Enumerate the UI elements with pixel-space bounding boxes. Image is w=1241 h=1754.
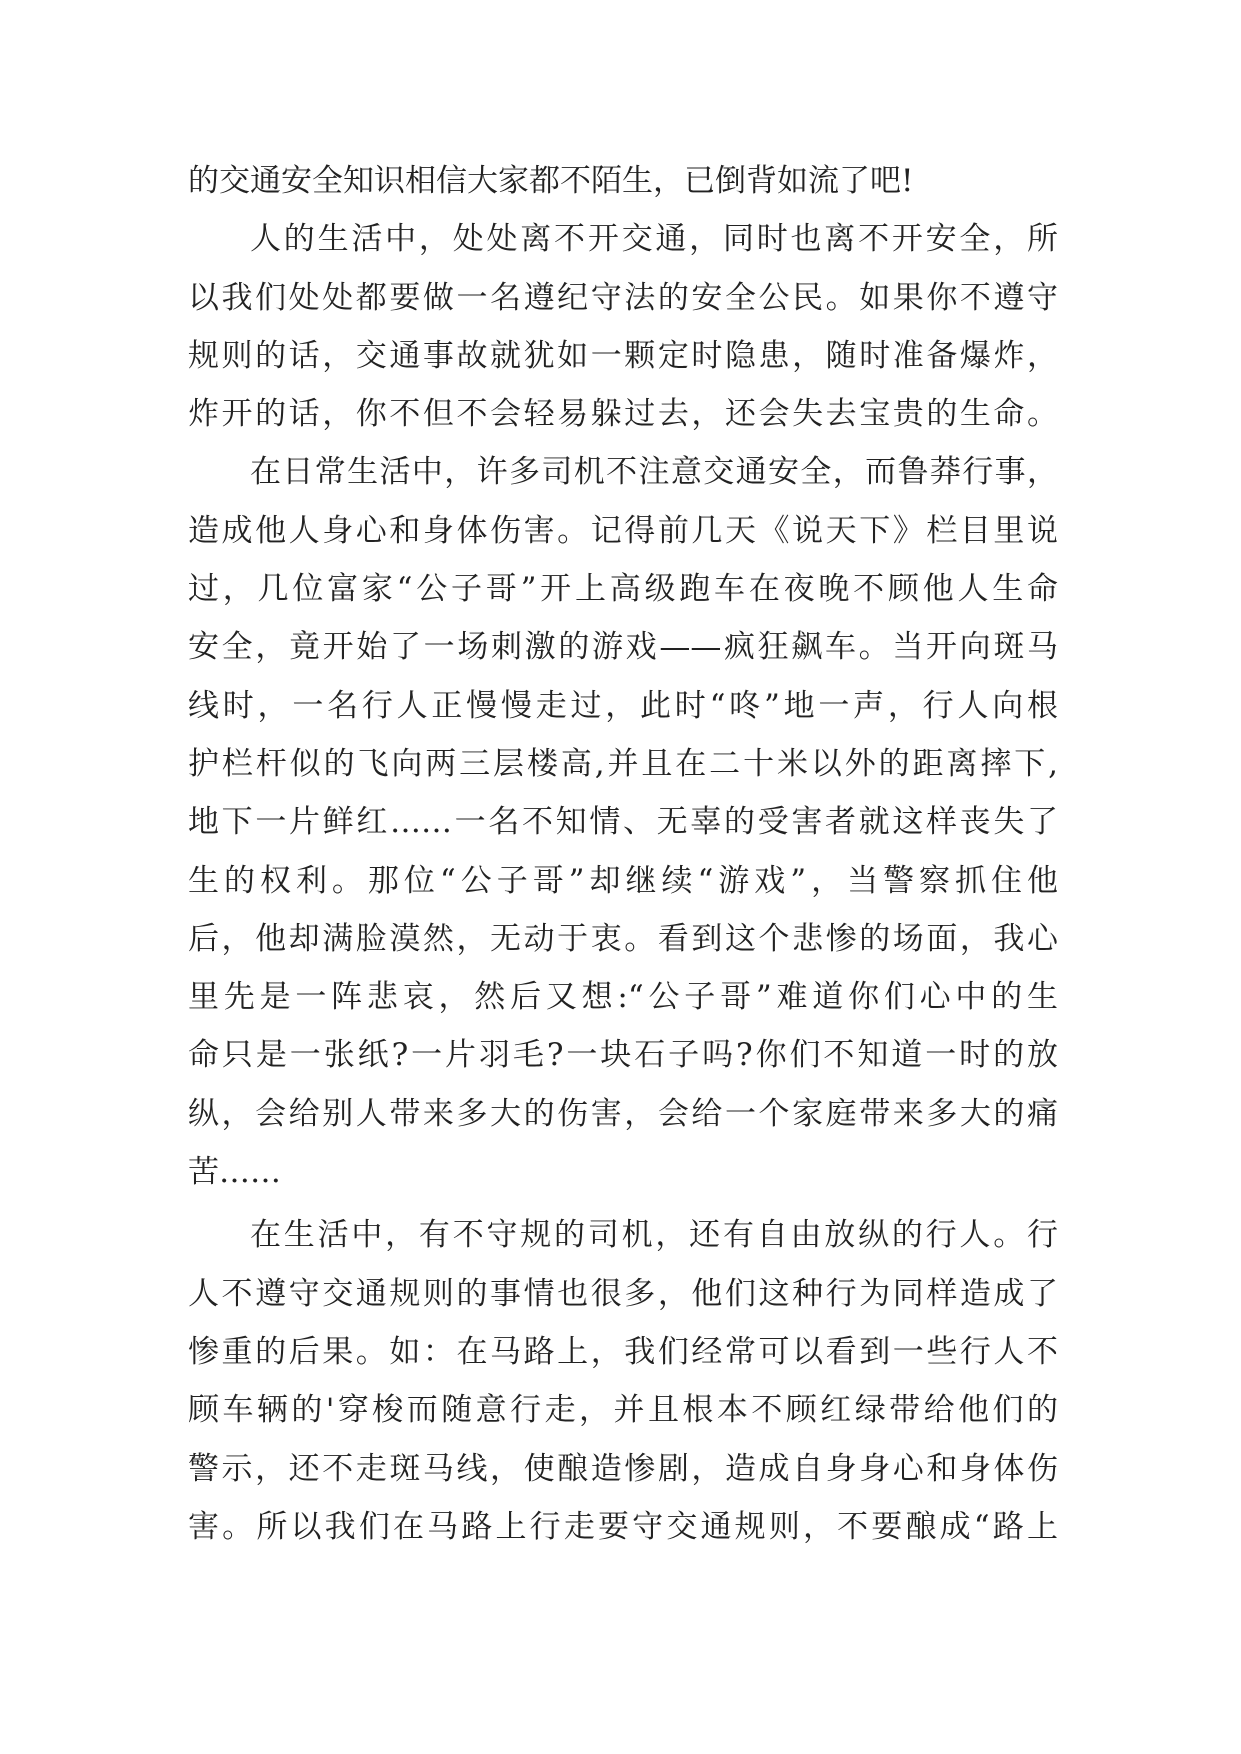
text-line: 护栏杆似的飞向两三层楼高,并且在二十米以外的距离摔下,: [188, 745, 1058, 782]
text-line: 人不遵守交通规则的事情也很多，他们这种行为同样造成了: [188, 1275, 1058, 1312]
text-line: 苦……: [188, 1154, 281, 1191]
text-line: 过，几位富家“公子哥”开上高级跑车在夜晚不顾他人生命: [188, 571, 1058, 608]
text-line: 线时，一名行人正慢慢走过，此时“咚”地一声，行人向根: [188, 687, 1058, 724]
text-line: 惨重的后果。如：在马路上，我们经常可以看到一些行人不: [188, 1333, 1058, 1370]
text-line: 害。所以我们在马路上行走要守交通规则，不要酿成“路上: [188, 1508, 1058, 1545]
text-line: 人的生活中，处处离不开交通，同时也离不开安全，所: [250, 221, 1058, 258]
text-line: 在日常生活中，许多司机不注意交通安全，而鲁莽行事，: [250, 454, 1058, 491]
text-line: 警示，还不走斑马线，使酿造惨剧，造成自身身心和身体伤: [188, 1450, 1058, 1487]
text-line: 的交通安全知识相信大家都不陌生，已倒背如流了吧!: [188, 163, 914, 199]
text-line: 命只是一张纸?一片羽毛?一块石子吗?你们不知道一时的放: [188, 1037, 1058, 1074]
document-body: [188, 152, 1058, 1556]
text-line: 造成他人身心和身体伤害。记得前几天《说天下》栏目里说: [188, 512, 1058, 549]
text-line: 纵，会给别人带来多大的伤害，会给一个家庭带来多大的痛: [188, 1095, 1058, 1132]
text-line: 以我们处处都要做一名遵纪守法的安全公民。如果你不遵守: [188, 279, 1058, 316]
text-line: 炸开的话，你不但不会轻易躲过去，还会失去宝贵的生命。: [188, 396, 1058, 433]
text-line: 后，他却满脸漠然，无动于衷。看到这个悲惨的场面，我心: [188, 920, 1058, 957]
text-line: 规则的话，交通事故就犹如一颗定时隐患，随时准备爆炸，: [188, 337, 1058, 374]
text-line: 顾车辆的'穿梭而随意行走，并且根本不顾红绿带给他们的: [188, 1392, 1058, 1429]
text-line: 生的权利。那位“公子哥”却继续“游戏”，当警察抓住他: [188, 862, 1058, 899]
text-line: 里先是一阵悲哀，然后又想:“公子哥”难道你们心中的生: [188, 979, 1058, 1016]
text-line: 在生活中，有不守规的司机，还有自由放纵的行人。行: [250, 1217, 1058, 1254]
text-line: 安全，竟开始了一场刺激的游戏——疯狂飙车。当开向斑马: [188, 629, 1058, 666]
text-line: 地下一片鲜红……一名不知情、无辜的受害者就这样丧失了: [188, 804, 1058, 841]
